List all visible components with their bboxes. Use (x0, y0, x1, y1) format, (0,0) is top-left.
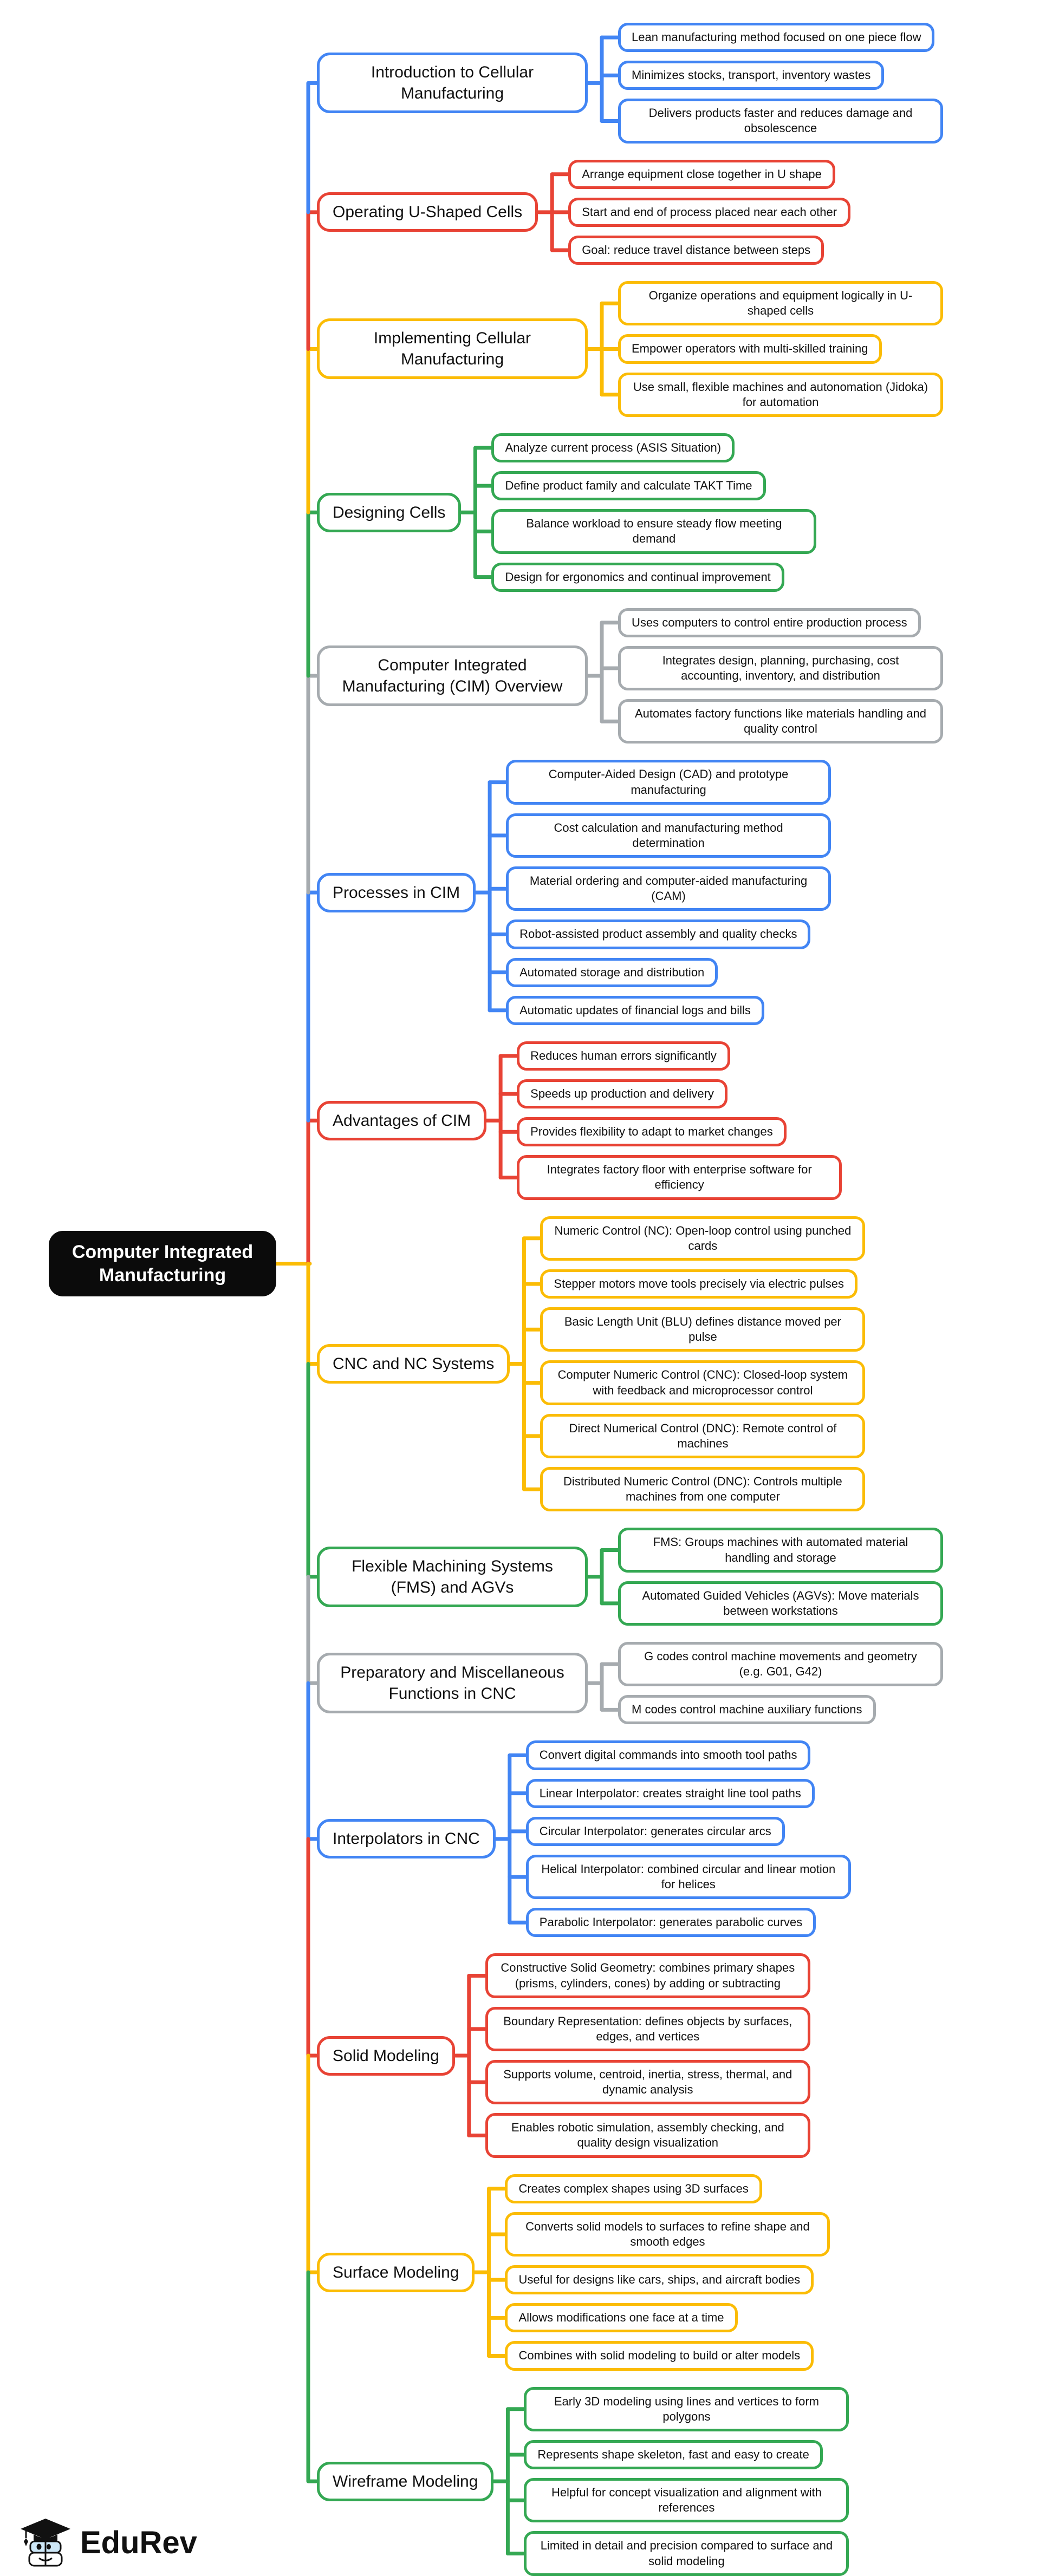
topic-node[interactable]: Solid Modeling (317, 2036, 455, 2076)
children-column (506, 760, 831, 1025)
leaf-node[interactable]: Use small, flexible machines and autonomation (Jidoka) for automation (618, 373, 943, 417)
sections-column (317, 23, 1037, 2576)
leaf-node[interactable]: Computer-Aided Design (CAD) and prototype manufacturing (506, 760, 831, 804)
leaf-node[interactable]: Automatic updates of financial logs and bills (506, 996, 764, 1025)
children-column (491, 433, 816, 592)
leaf-node[interactable]: Arrange equipment close together in U shape (568, 160, 835, 189)
children-column (505, 2174, 830, 2371)
topic-node[interactable]: Introduction to Cellular Manufacturing (317, 53, 588, 113)
leaf-node[interactable]: Helical Interpolator: combined circular and linear motion for helices (526, 1855, 851, 1899)
topic-node[interactable]: Wireframe Modeling (317, 2462, 493, 2501)
topic-node[interactable]: Surface Modeling (317, 2253, 475, 2292)
leaf-node[interactable]: Delivers products faster and reduces damage and obsolescence (618, 99, 943, 143)
leaf-node[interactable]: Converts solid models to surfaces to refine shape and smooth edges (505, 2212, 830, 2257)
leaf-node[interactable]: Material ordering and computer-aided manufacturing (CAM) (506, 866, 831, 911)
leaf-node[interactable]: Represents shape skeleton, fast and easy to create (524, 2440, 822, 2469)
topic-node[interactable]: Advantages of CIM (317, 1101, 486, 1140)
leaf-node[interactable]: M codes control machine auxiliary functions (618, 1695, 876, 1724)
leaf-node[interactable]: Analyze current process (ASIS Situation) (491, 433, 735, 462)
children-column (618, 608, 943, 744)
leaf-node[interactable]: Linear Interpolator: creates straight line tool paths (526, 1779, 815, 1808)
leaf-node[interactable]: Organize operations and equipment logically in U-shaped cells (618, 281, 943, 325)
leaf-node[interactable]: Balance workload to ensure steady flow meeting demand (491, 509, 816, 553)
leaf-node[interactable]: Computer Numeric Control (CNC): Closed-loop system with feedback and microprocessor control (540, 1360, 865, 1405)
topic-node[interactable]: Computer Integrated Manufacturing (CIM) Overview (317, 645, 588, 706)
branch-section-14 (317, 2387, 1037, 2576)
leaf-node[interactable]: FMS: Groups machines with automated material handling and storage (618, 1528, 943, 1572)
children-column (524, 2387, 849, 2576)
leaf-node[interactable]: Combines with solid modeling to build or alter models (505, 2341, 814, 2370)
leaf-node[interactable]: Basic Length Unit (BLU) defines distance moved per pulse (540, 1307, 865, 1352)
topic-node[interactable]: Implementing Cellular Manufacturing (317, 318, 588, 379)
children-column (526, 1740, 851, 1937)
children-column (540, 1216, 865, 1512)
leaf-node[interactable]: Automated storage and distribution (506, 958, 718, 987)
leaf-node[interactable]: Direct Numerical Control (DNC): Remote control of machines (540, 1414, 865, 1458)
leaf-node[interactable]: Convert digital commands into smooth tool paths (526, 1740, 811, 1770)
leaf-node[interactable]: Helpful for concept visualization and alignment with references (524, 2478, 849, 2522)
leaf-node[interactable]: Parabolic Interpolator: generates parabolic curves (526, 1908, 816, 1937)
leaf-node[interactable]: Distributed Numeric Control (DNC): Controls multiple machines from one computer (540, 1467, 865, 1511)
leaf-node[interactable]: Stepper motors move tools precisely via electric pulses (540, 1269, 857, 1299)
children-column (618, 281, 943, 417)
leaf-node[interactable]: Minimizes stocks, transport, inventory wastes (618, 61, 884, 90)
leaf-node[interactable]: Boundary Representation: defines objects by surfaces, edges, and vertices (485, 2007, 810, 2051)
children-column (618, 23, 943, 144)
leaf-node[interactable]: Goal: reduce travel distance between steps (568, 236, 824, 265)
leaf-node[interactable]: Start and end of process placed near each other (568, 198, 850, 227)
leaf-node[interactable]: Limited in detail and precision compared to surface and solid modeling (524, 2531, 849, 2575)
leaf-node[interactable]: Creates complex shapes using 3D surfaces (505, 2174, 762, 2203)
branch-section-6 (317, 760, 1037, 1025)
topic-node[interactable]: Operating U-Shaped Cells (317, 192, 538, 232)
leaf-node[interactable]: Constructive Solid Geometry: combines primary shapes (prisms, cylinders, cones) by adding or subtracting (485, 1953, 810, 1998)
leaf-node[interactable]: Supports volume, centroid, inertia, stress, thermal, and dynamic analysis (485, 2060, 810, 2104)
leaf-node[interactable]: Automated Guided Vehicles (AGVs): Move materials between workstations (618, 1581, 943, 1626)
edurev-logo (18, 2518, 197, 2567)
leaf-node[interactable]: Integrates factory floor with enterprise software for efficiency (517, 1155, 842, 1199)
children-column (517, 1041, 842, 1200)
topic-node[interactable]: Preparatory and Miscellaneous Functions in CNC (317, 1653, 588, 1713)
branch-section-11 (317, 1740, 1037, 1937)
topic-node[interactable]: Interpolators in CNC (317, 1819, 496, 1858)
branch-section-1 (317, 23, 1037, 144)
leaf-node[interactable]: Early 3D modeling using lines and vertices to form polygons (524, 2387, 849, 2431)
leaf-node[interactable]: Robot-assisted product assembly and quality checks (506, 919, 810, 949)
leaf-node[interactable]: Integrates design, planning, purchasing, cost accounting, inventory, and distribution (618, 646, 943, 690)
branch-section-2 (317, 160, 1037, 265)
branch-section-12 (317, 1953, 1037, 2157)
topic-node[interactable]: Processes in CIM (317, 873, 476, 912)
branch-section-7 (317, 1041, 1037, 1200)
children-column (618, 1528, 943, 1626)
root-node-label: Computer Integrated Manufacturing (72, 1242, 254, 1286)
leaf-node[interactable]: Cost calculation and manufacturing method determination (506, 813, 831, 858)
leaf-node[interactable]: Speeds up production and delivery (517, 1079, 727, 1108)
leaf-node[interactable]: G codes control machine movements and geometry (e.g. G01, G42) (618, 1642, 943, 1686)
leaf-node[interactable]: Reduces human errors significantly (517, 1041, 730, 1071)
leaf-node[interactable]: Allows modifications one face at a time (505, 2303, 737, 2332)
children-column (485, 1953, 810, 2157)
branch-section-13 (317, 2174, 1037, 2371)
leaf-node[interactable]: Provides flexibility to adapt to market changes (517, 1117, 787, 1146)
leaf-node[interactable]: Empower operators with multi-skilled training (618, 334, 882, 363)
topic-node[interactable]: Designing Cells (317, 493, 461, 532)
children-column (568, 160, 850, 265)
leaf-node[interactable]: Numeric Control (NC): Open-loop control using punched cards (540, 1216, 865, 1261)
branch-section-4 (317, 433, 1037, 592)
leaf-node[interactable]: Automates factory functions like materials handling and quality control (618, 699, 943, 744)
edurev-mascot-icon (18, 2518, 73, 2567)
leaf-node[interactable]: Circular Interpolator: generates circular arcs (526, 1817, 785, 1846)
root-node[interactable] (49, 1231, 276, 1296)
leaf-node[interactable]: Lean manufacturing method focused on one piece flow (618, 23, 934, 52)
edurev-logo-text: EduRev (80, 2525, 197, 2560)
branch-section-10 (317, 1642, 1037, 1724)
children-column (618, 1642, 943, 1724)
branch-section-8 (317, 1216, 1037, 1512)
topic-node[interactable]: Flexible Machining Systems (FMS) and AGVs (317, 1547, 588, 1607)
topic-node[interactable]: CNC and NC Systems (317, 1344, 510, 1384)
leaf-node[interactable]: Enables robotic simulation, assembly checking, and quality design visualization (485, 2113, 810, 2157)
branch-section-5 (317, 608, 1037, 744)
leaf-node[interactable]: Uses computers to control entire production process (618, 608, 921, 637)
leaf-node[interactable]: Define product family and calculate TAKT Time (491, 471, 765, 500)
branch-section-3 (317, 281, 1037, 417)
branch-section-9 (317, 1528, 1037, 1626)
leaf-node[interactable]: Useful for designs like cars, ships, and aircraft bodies (505, 2265, 814, 2294)
leaf-node[interactable]: Design for ergonomics and continual improvement (491, 563, 784, 592)
